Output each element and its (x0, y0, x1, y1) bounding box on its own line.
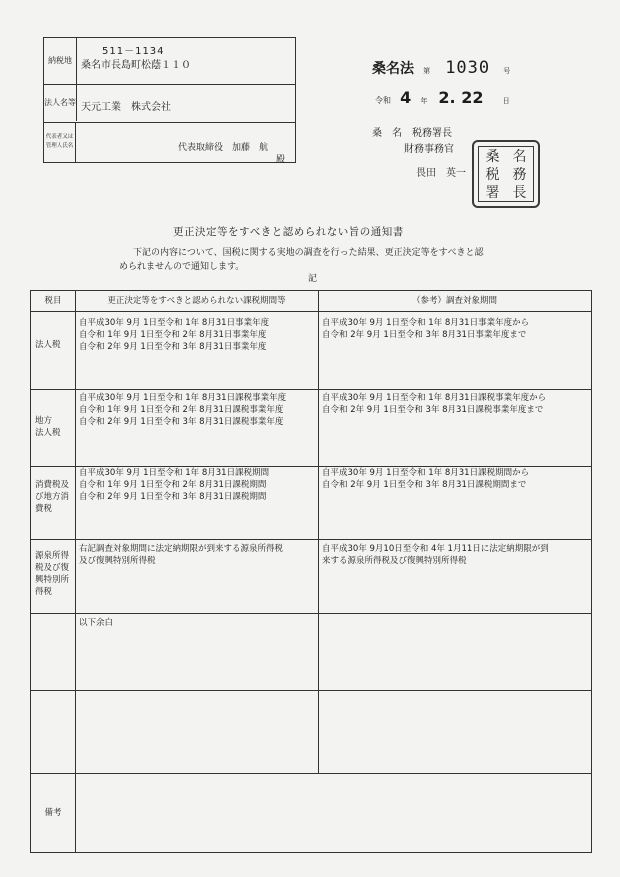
year: 4 (400, 88, 412, 107)
seal-char: 署 (485, 184, 500, 201)
period-line: 自令和 2年 9月 1日至令和 3年 8月31日課税事業年度 (79, 417, 284, 427)
postal-code: 511－1134 (102, 46, 165, 57)
year-mark: 年 (420, 97, 428, 105)
era: 令和 (375, 96, 391, 105)
tax-table (30, 290, 592, 853)
doc-number-suffix: 号 (503, 67, 511, 75)
office-line2: 財務事務官 (404, 144, 454, 155)
reference-line: 自令和 2年 9月 1日至令和 3年 8月31日課税期間まで (322, 480, 527, 490)
end-of-list: 以下余白 (79, 618, 114, 628)
period-line: 自平成30年 9月 1日至令和 1年 8月31日課税期間 (79, 468, 270, 478)
doc-number-mark: 第 (423, 67, 431, 75)
taxpayer-box (43, 37, 296, 163)
reference-line: 自平成30年 9月 1日至令和 1年 8月31日課税事業年度から (322, 393, 547, 403)
row-tax-name: 地方 法人税 (35, 416, 61, 438)
seal-char: 税 (485, 166, 500, 183)
intro-line1: 下記の内容について、国税に関する実地の調査を行った結果、更正決定等をすべきと認 (133, 248, 484, 258)
day-mark: 日 (502, 97, 510, 105)
taxpayer-label-cell: 納税地 (44, 38, 77, 84)
reference-line: 自平成30年 9月10日至令和 4年 1月11日に法定納期限が到 (322, 544, 549, 554)
corp-name: 天元工業 株式会社 (81, 102, 171, 113)
col-header-reference: （参考）調査対象期間 (411, 296, 497, 306)
rep-label-cell (44, 123, 76, 162)
period-line: 自平成30年 9月 1日至令和 1年 8月31日課税事業年度 (79, 393, 287, 403)
row-tax-name: 消費税及 び地方消 費税 (35, 480, 70, 514)
row-tax-name: 源泉所得 税及び復 興特別所 得税 (35, 551, 70, 597)
seal-char: 桑 (485, 148, 500, 165)
corp-name-label-cell: 法人名等 (44, 85, 77, 121)
seal-char: 長 (512, 184, 527, 201)
rep-label-line2: 管理人氏名 (45, 143, 74, 149)
office-line1: 桑 名 税務署長 (372, 128, 452, 139)
period-line: 自令和 1年 9月 1日至令和 2年 8月31日事業年度 (79, 330, 267, 340)
period-line: 自令和 2年 9月 1日至令和 3年 8月31日事業年度 (79, 342, 267, 352)
doc-number (372, 58, 510, 78)
reference-line: 自平成30年 9月 1日至令和 1年 8月31日事業年度から (322, 318, 530, 328)
page-title: 更正決定等をすべきと認められない旨の通知書 (173, 226, 404, 238)
issue-date (375, 88, 510, 107)
period-line: 自平成30年 9月 1日至令和 1年 8月31日事業年度 (79, 318, 270, 328)
period-line: 右記調査対象期間に法定納期限が到来する源泉所得税 (79, 544, 284, 554)
reference-line: 自令和 2年 9月 1日至令和 3年 8月31日課税事業年度まで (322, 405, 544, 415)
official-seal (472, 140, 540, 208)
period-line: 自令和 2年 9月 1日至令和 3年 8月31日課税期間 (79, 492, 267, 502)
representative: 代表取締役 加藤 航 (178, 143, 269, 153)
reference-line: 自令和 2年 9月 1日至令和 3年 8月31日事業年度まで (322, 330, 527, 340)
period-line: 自令和 1年 9月 1日至令和 2年 8月31日課税事業年度 (79, 405, 284, 415)
reference-line: 来する源泉所得税及び復興特別所得税 (322, 556, 467, 566)
intro-line2: められませんので通知します。 (119, 262, 245, 272)
remarks-label: 備考 (44, 808, 62, 818)
taxpayer-address: 桑名市長島町松蔭１１０ (81, 60, 191, 71)
rep-label-line1: 代表者又は (45, 134, 74, 140)
row-tax-name: 法人税 (35, 340, 61, 350)
ki-mark: 記 (308, 274, 318, 284)
reference-line: 自平成30年 9月 1日至令和 1年 8月31日課税期間から (322, 468, 530, 478)
honorific: 殿 (276, 155, 286, 165)
doc-number-prefix: 桑名法 (372, 61, 414, 77)
month-day: 2. 22 (438, 88, 484, 107)
col-header-tax: 税目 (44, 296, 62, 306)
seal-char: 名 (512, 148, 527, 165)
period-line: 自令和 1年 9月 1日至令和 2年 8月31日課税期間 (79, 480, 267, 490)
seal-char: 務 (512, 166, 527, 183)
officer-name: 畏田 英一 (416, 168, 466, 179)
period-line: 及び復興特別所得税 (79, 556, 156, 566)
col-header-periods: 更正決定等をすべきと認められない課税期間等 (107, 296, 286, 306)
doc-number-value: 1030 (445, 58, 491, 78)
